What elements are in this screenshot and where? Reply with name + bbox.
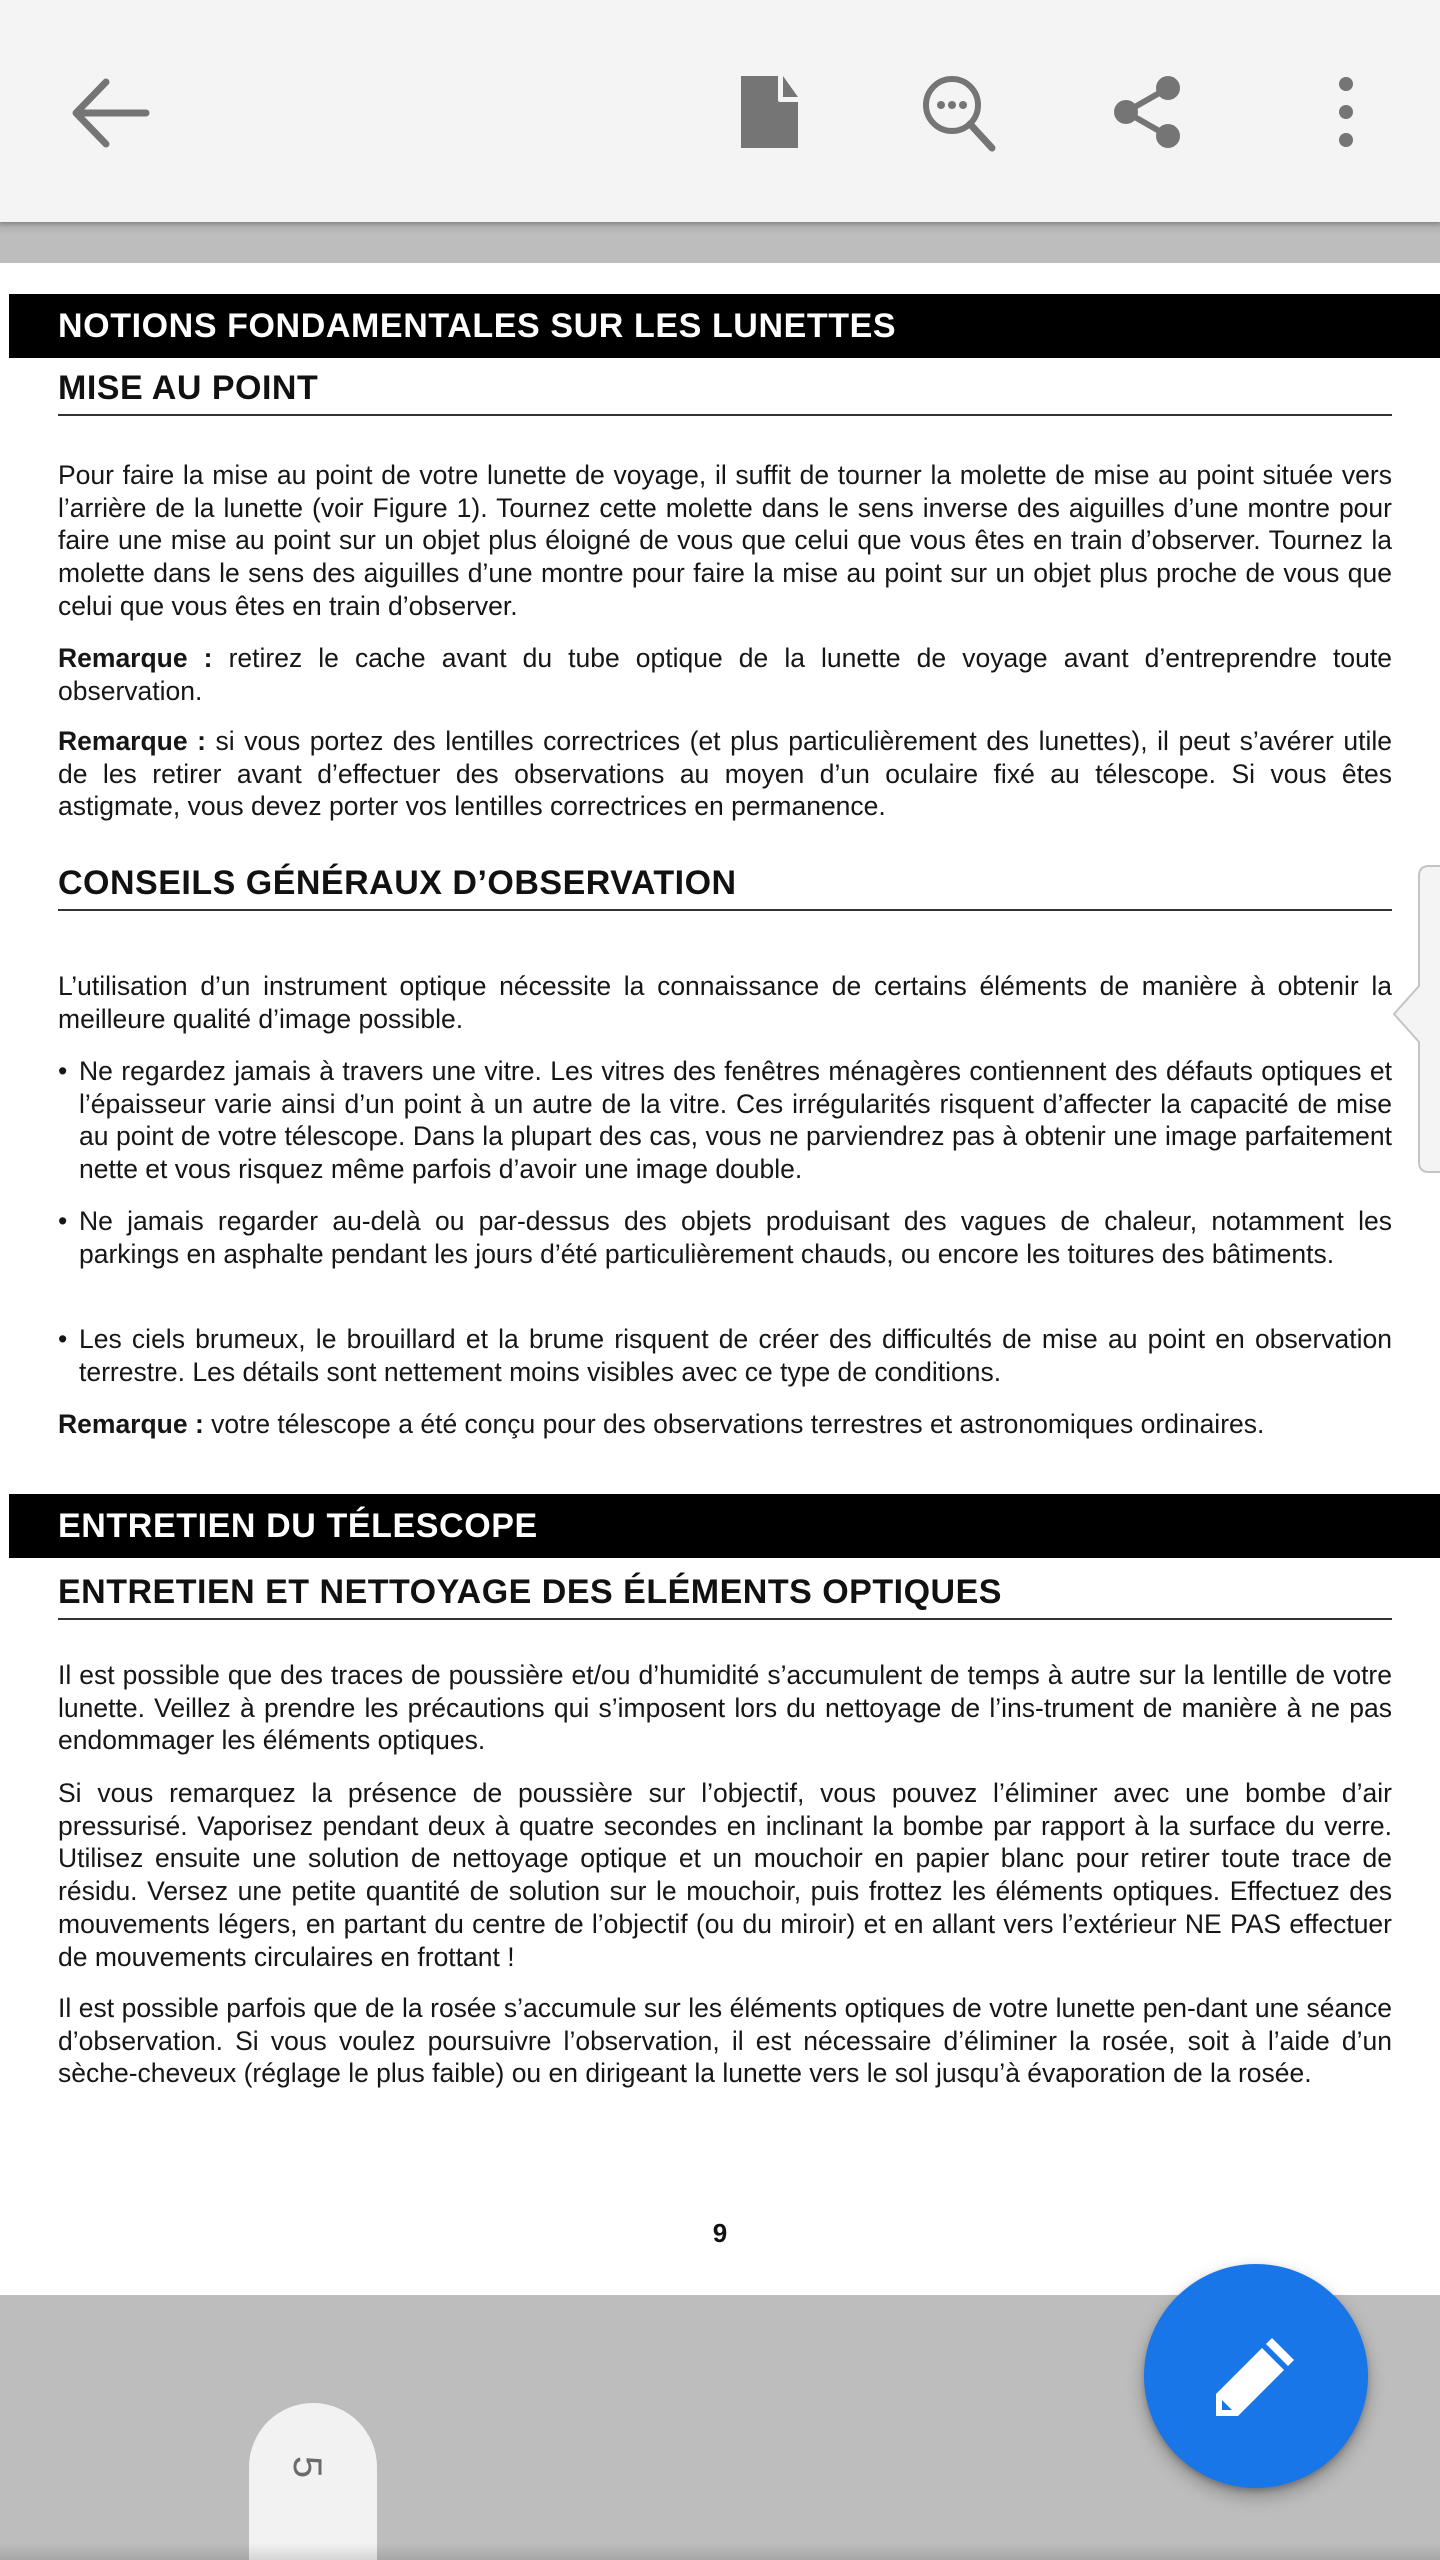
section-title-bar: ENTRETIEN DU TÉLESCOPE (9, 1494, 1440, 1558)
search-in-document-icon[interactable] (920, 72, 1002, 154)
subsection-heading: CONSEILS GÉNÉRAUX D’OBSERVATION (58, 863, 1392, 911)
bullet-marker: • (58, 1206, 68, 1236)
remark-label: Remarque : (58, 643, 213, 673)
bullet-item (58, 1323, 1392, 1388)
page-indicator-label: 5 (285, 2455, 329, 2479)
side-panel-handle[interactable] (1393, 865, 1440, 1173)
paragraph: Il est possible parfois que de la rosée s’accumule sur les éléments optiques de votre lunette pen-dant une séance d’observation. Si vous voulez poursuivre l’observation, il est nécessaire d’éliminer la rosée, soit à l’aide d’un sèche-cheveux (réglage le plus faible) ou en dirigeant la lunette vers le sol jusqu’à évaporation de la rosée. (58, 1993, 1392, 2089)
remark-text: retirez le cache avant du tube optique de la lunette de voyage avant d’entreprendre toute observation. (58, 643, 1392, 706)
page-indicator-tab[interactable] (249, 2403, 377, 2560)
share-icon[interactable] (1110, 74, 1186, 150)
top-app-bar (0, 0, 1440, 222)
bullet-item (58, 1205, 1392, 1270)
paragraph: Il est possible que des traces de poussière et/ou d’humidité s’accumulent de temps à autre sur la lentille de votre lunette. Veillez à prendre les précautions qui s’imposent lors du nettoyage de l’ins-trument de manière à ne pas endommager les éléments optiques. (58, 1660, 1392, 1756)
remark-label: Remarque : (58, 726, 206, 756)
bottom-shadow (0, 2543, 1440, 2560)
subsection-heading: MISE AU POINT (58, 368, 1392, 416)
document-icon[interactable] (738, 74, 802, 150)
pencil-icon (1210, 2330, 1302, 2422)
paragraph: Si vous remarquez la présence de poussière sur l’objectif, vous pouvez l’éliminer avec une bombe d’air pressurisé. Vaporisez pendant deux à quatre secondes en inclinant la bombe par rapport à la surface du verre. Utilisez ensuite une solution de nettoyage optique et un mouchoir en papier blanc pour retirer toute trace de résidu. Versez une petite quantité de solution sur le mouchoir, puis frottez les éléments optiques. Effectuez des mouvements légers, en partant du centre de l’objectif (ou du miroir) et en allant vers l’extérieur NE PAS effectuer de mouvements circulaires en frottant ! (58, 1778, 1392, 1972)
remark-label: Remarque : (58, 1409, 204, 1439)
bullet-marker: • (58, 1056, 68, 1086)
bullet-text: Ne regardez jamais à travers une vitre. Les vitres des fenêtres ménagères contiennent des défauts optiques et l’épaisseur varie ainsi d’un point à un autre de la vitre. Ces irrégularités risquent d’affecter la capacité de mise au point de votre télescope. Dans la plupart des cas, vous ne parviendrez pas à obtenir une image parfaitement nette et vous risquez même parfois d’avoir une image double. (79, 1056, 1392, 1185)
page-number: 9 (712, 2218, 728, 2248)
pdf-page[interactable] (0, 263, 1440, 2295)
remark-paragraph (58, 1408, 1392, 1441)
remark-paragraph (58, 725, 1392, 823)
bullet-text: Les ciels brumeux, le brouillard et la brume risquent de créer des difficultés de mise au point en observation terrestre. Les détails sont nettement moins visibles avec ce type de conditions. (79, 1324, 1392, 1387)
paragraph: L’utilisation d’un instrument optique nécessite la connaissance de certains éléments de manière à obtenir la meilleure qualité d’image possible. (58, 971, 1392, 1034)
remark-paragraph (58, 642, 1392, 707)
bullet-item (58, 1055, 1392, 1186)
subsection-heading: ENTRETIEN ET NETTOYAGE DES ÉLÉMENTS OPTIQUES (58, 1572, 1392, 1620)
edit-fab-button[interactable] (1144, 2264, 1368, 2488)
more-vert-icon[interactable] (1326, 76, 1366, 148)
section-title-bar: NOTIONS FONDAMENTALES SUR LES LUNETTES (9, 294, 1440, 358)
remark-text: votre télescope a été conçu pour des observations terrestres et astronomiques ordinaires. (203, 1409, 1265, 1439)
bullet-marker: • (58, 1324, 68, 1354)
page-gap (0, 222, 1440, 263)
bullet-text: Ne jamais regarder au-delà ou par-dessus des objets produisant des vagues de chaleur, notamment les parkings en asphalte pendant les jours d’été particulièrement chauds, ou encore les toitures des bâtiments. (79, 1206, 1392, 1269)
paragraph: Pour faire la mise au point de votre lunette de voyage, il suffit de tourner la molette de mise au point située vers l’arrière de la lunette (voir Figure 1). Tournez cette molette dans le sens inverse des aiguilles d’une montre pour faire une mise au point sur un objet plus éloigné de vous que celui que vous êtes en train d’observer. Tournez la molette dans le sens des aiguilles d’une montre pour faire la mise au point sur un objet plus proche de vous que celui que vous êtes en train d’observer. (58, 460, 1392, 621)
remark-text: si vous portez des lentilles correctrices (et plus particulièrement des lunettes), il peut s’avérer utile de les retirer avant d’effectuer des observations au moyen d’un oculaire fixé au télescope. Si vous êtes astigmate, vous devez porter vos lentilles correctrices en permanence. (58, 726, 1392, 822)
back-arrow-icon[interactable] (72, 78, 150, 148)
